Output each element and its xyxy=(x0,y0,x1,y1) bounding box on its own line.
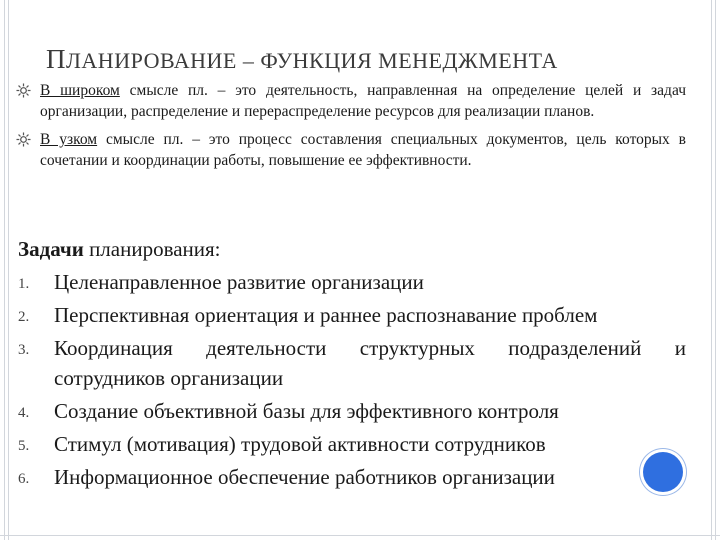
frame-line-bottom xyxy=(0,535,720,536)
task-number: 5. xyxy=(18,438,30,454)
frame-line-left xyxy=(4,0,5,540)
task-number: 1. xyxy=(18,276,30,292)
task-text: Создание объективной базы для эффективного контроля xyxy=(54,399,559,423)
definition-narrow-text: смысле пл. – это процесс составления специальных документов, цель которых в сочетании и координации работы, повышение ее эффективности. xyxy=(40,131,687,169)
task-item xyxy=(18,462,686,492)
slide-title xyxy=(46,44,686,75)
definition-broad-underlined: В широком xyxy=(40,82,120,99)
task-item xyxy=(18,300,686,330)
definition-narrow xyxy=(16,129,686,171)
task-text: Координация деятельности структурных подразделений и сотрудников организации xyxy=(54,336,686,390)
frame-line-left-inner xyxy=(8,0,9,540)
tasks-heading-rest: планирования: xyxy=(83,237,221,261)
frame-line-right xyxy=(715,0,716,540)
definition-broad xyxy=(16,80,686,122)
tasks-heading xyxy=(18,234,686,264)
task-text: Стимул (мотивация) трудовой активности сотрудников xyxy=(54,432,546,456)
task-item xyxy=(18,429,686,459)
tasks-heading-bold: Задачи xyxy=(18,237,84,261)
frame-line-right-inner xyxy=(711,0,712,540)
task-number: 6. xyxy=(18,471,30,487)
title-first-letter: П xyxy=(46,44,66,74)
definition-broad-text: смысле пл. – это деятельность, направленная на определение целей и задач организации, распределение и перераспределение ресурсов для реализации планов. xyxy=(40,82,686,120)
task-item xyxy=(18,333,686,393)
sun-bullet-icon xyxy=(16,83,31,98)
definition-narrow-underlined: В узком xyxy=(40,131,98,148)
tasks-section xyxy=(18,234,686,492)
definition-list xyxy=(16,80,686,178)
title-rest: ЛАНИРОВАНИЕ – ФУНКЦИЯ МЕНЕДЖМЕНТА xyxy=(66,48,558,73)
task-text: Информационное обеспечение работников организации xyxy=(54,465,555,489)
task-item xyxy=(18,267,686,297)
task-number: 3. xyxy=(18,342,30,358)
blue-circle-decoration xyxy=(643,452,683,492)
task-item xyxy=(18,396,686,426)
task-number: 4. xyxy=(18,405,30,421)
task-number: 2. xyxy=(18,309,30,325)
task-text: Перспективная ориентация и раннее распознавание проблем xyxy=(54,303,598,327)
task-text: Целенаправленное развитие организации xyxy=(54,270,424,294)
sun-bullet-icon xyxy=(16,132,31,147)
